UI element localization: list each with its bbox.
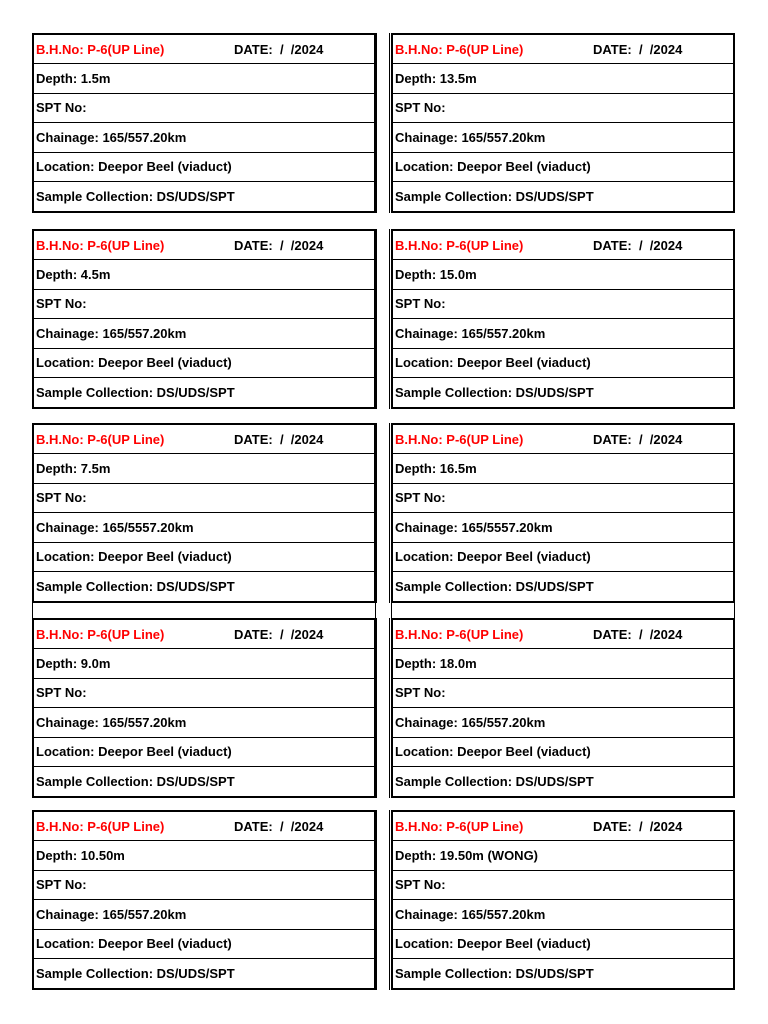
column-gutter [376,229,390,409]
label-header-row [34,812,374,841]
sample-collection-field: Sample Collection: DS/UDS/SPT [395,966,594,982]
date-field: DATE: / /2024 [234,41,324,57]
chainage-field: Chainage: 165/557.20km [34,319,374,348]
depth-field: Depth: 13.5m [393,64,733,93]
date-field: DATE: / /2024 [593,431,683,447]
chainage-field: Chainage: 165/557.20km [393,123,733,152]
borehole-number: B.H.No: P-6(UP Line) [395,431,524,447]
chainage-field: Chainage: 165/557.20km [34,123,374,152]
sample-collection-field: Sample Collection: DS/UDS/SPT [36,966,235,982]
date-field: DATE: / /2024 [593,237,683,253]
borehole-number: B.H.No: P-6(UP Line) [395,626,524,642]
location-field: Location: Deepor Beel (viaduct) [393,543,733,572]
date-field: DATE: / /2024 [234,818,324,834]
chainage-field: Chainage: 165/557.20km [393,900,733,929]
location-field: Location: Deepor Beel (viaduct) [34,738,374,767]
borehole-number: B.H.No: P-6(UP Line) [395,818,524,834]
sample-collection-field: Sample Collection: DS/UDS/SPT [395,189,594,205]
sample-collection-field: Sample Collection: DS/UDS/SPT [36,385,235,401]
sample-collection-field: Sample Collection: DS/UDS/SPT [395,579,594,595]
spt-no-field: SPT No: [393,94,733,123]
sample-collection-field: Sample Collection: DS/UDS/SPT [36,189,235,205]
borehole-number: B.H.No: P-6(UP Line) [36,431,165,447]
label-header-row [393,620,733,649]
spt-no-field: SPT No: [393,871,733,900]
spt-no-field: SPT No: [393,679,733,708]
location-field: Location: Deepor Beel (viaduct) [34,930,374,959]
sample-label-card [391,810,735,990]
borehole-number: B.H.No: P-6(UP Line) [395,237,524,253]
sample-collection-field: Sample Collection: DS/UDS/SPT [36,774,235,790]
chainage-field: Chainage: 165/5557.20km [393,513,733,542]
borehole-number: B.H.No: P-6(UP Line) [36,237,165,253]
date-field: DATE: / /2024 [234,431,324,447]
date-field: DATE: / /2024 [593,818,683,834]
chainage-field: Chainage: 165/5557.20km [34,513,374,542]
depth-field: Depth: 1.5m [34,64,374,93]
column-gutter [376,618,390,798]
depth-field: Depth: 19.50m (WONG) [393,841,733,870]
sample-label-card [32,33,376,213]
date-field: DATE: / /2024 [593,626,683,642]
spt-no-field: SPT No: [393,484,733,513]
sample-label-card [32,810,376,990]
sample-label-card [391,618,735,798]
column-gutter [376,423,390,603]
borehole-number: B.H.No: P-6(UP Line) [36,818,165,834]
label-header-row [393,425,733,454]
depth-field: Depth: 4.5m [34,260,374,289]
location-field: Location: Deepor Beel (viaduct) [34,153,374,182]
sample-collection-field: Sample Collection: DS/UDS/SPT [395,774,594,790]
spt-no-field: SPT No: [34,484,374,513]
location-field: Location: Deepor Beel (viaduct) [393,349,733,378]
depth-field: Depth: 9.0m [34,649,374,678]
sample-collection-field: Sample Collection: DS/UDS/SPT [36,579,235,595]
spt-no-field: SPT No: [34,679,374,708]
column-gutter [376,810,390,990]
chainage-field: Chainage: 165/557.20km [393,708,733,737]
location-field: Location: Deepor Beel (viaduct) [34,349,374,378]
sample-label-card [391,423,735,603]
spt-no-field: SPT No: [34,871,374,900]
sample-label-card [391,229,735,409]
sample-collection-field: Sample Collection: DS/UDS/SPT [395,385,594,401]
location-field: Location: Deepor Beel (viaduct) [34,543,374,572]
spt-no-field: SPT No: [34,290,374,319]
label-header-row [34,35,374,64]
date-field: DATE: / /2024 [593,41,683,57]
depth-field: Depth: 18.0m [393,649,733,678]
label-header-row [34,620,374,649]
location-field: Location: Deepor Beel (viaduct) [393,153,733,182]
column-gutter [376,33,390,213]
sample-label-card [32,229,376,409]
label-header-row [34,231,374,260]
chainage-field: Chainage: 165/557.20km [34,708,374,737]
depth-field: Depth: 15.0m [393,260,733,289]
depth-field: Depth: 16.5m [393,454,733,483]
label-header-row [34,425,374,454]
depth-field: Depth: 10.50m [34,841,374,870]
borehole-number: B.H.No: P-6(UP Line) [36,41,165,57]
date-field: DATE: / /2024 [234,626,324,642]
sample-label-card [32,618,376,798]
location-field: Location: Deepor Beel (viaduct) [393,930,733,959]
chainage-field: Chainage: 165/557.20km [34,900,374,929]
spt-no-field: SPT No: [393,290,733,319]
depth-field: Depth: 7.5m [34,454,374,483]
borehole-number: B.H.No: P-6(UP Line) [395,41,524,57]
location-field: Location: Deepor Beel (viaduct) [393,738,733,767]
date-field: DATE: / /2024 [234,237,324,253]
sample-label-card [391,33,735,213]
spt-no-field: SPT No: [34,94,374,123]
sample-label-card [32,423,376,603]
chainage-field: Chainage: 165/557.20km [393,319,733,348]
borehole-number: B.H.No: P-6(UP Line) [36,626,165,642]
label-header-row [393,231,733,260]
label-header-row [393,35,733,64]
label-header-row [393,812,733,841]
